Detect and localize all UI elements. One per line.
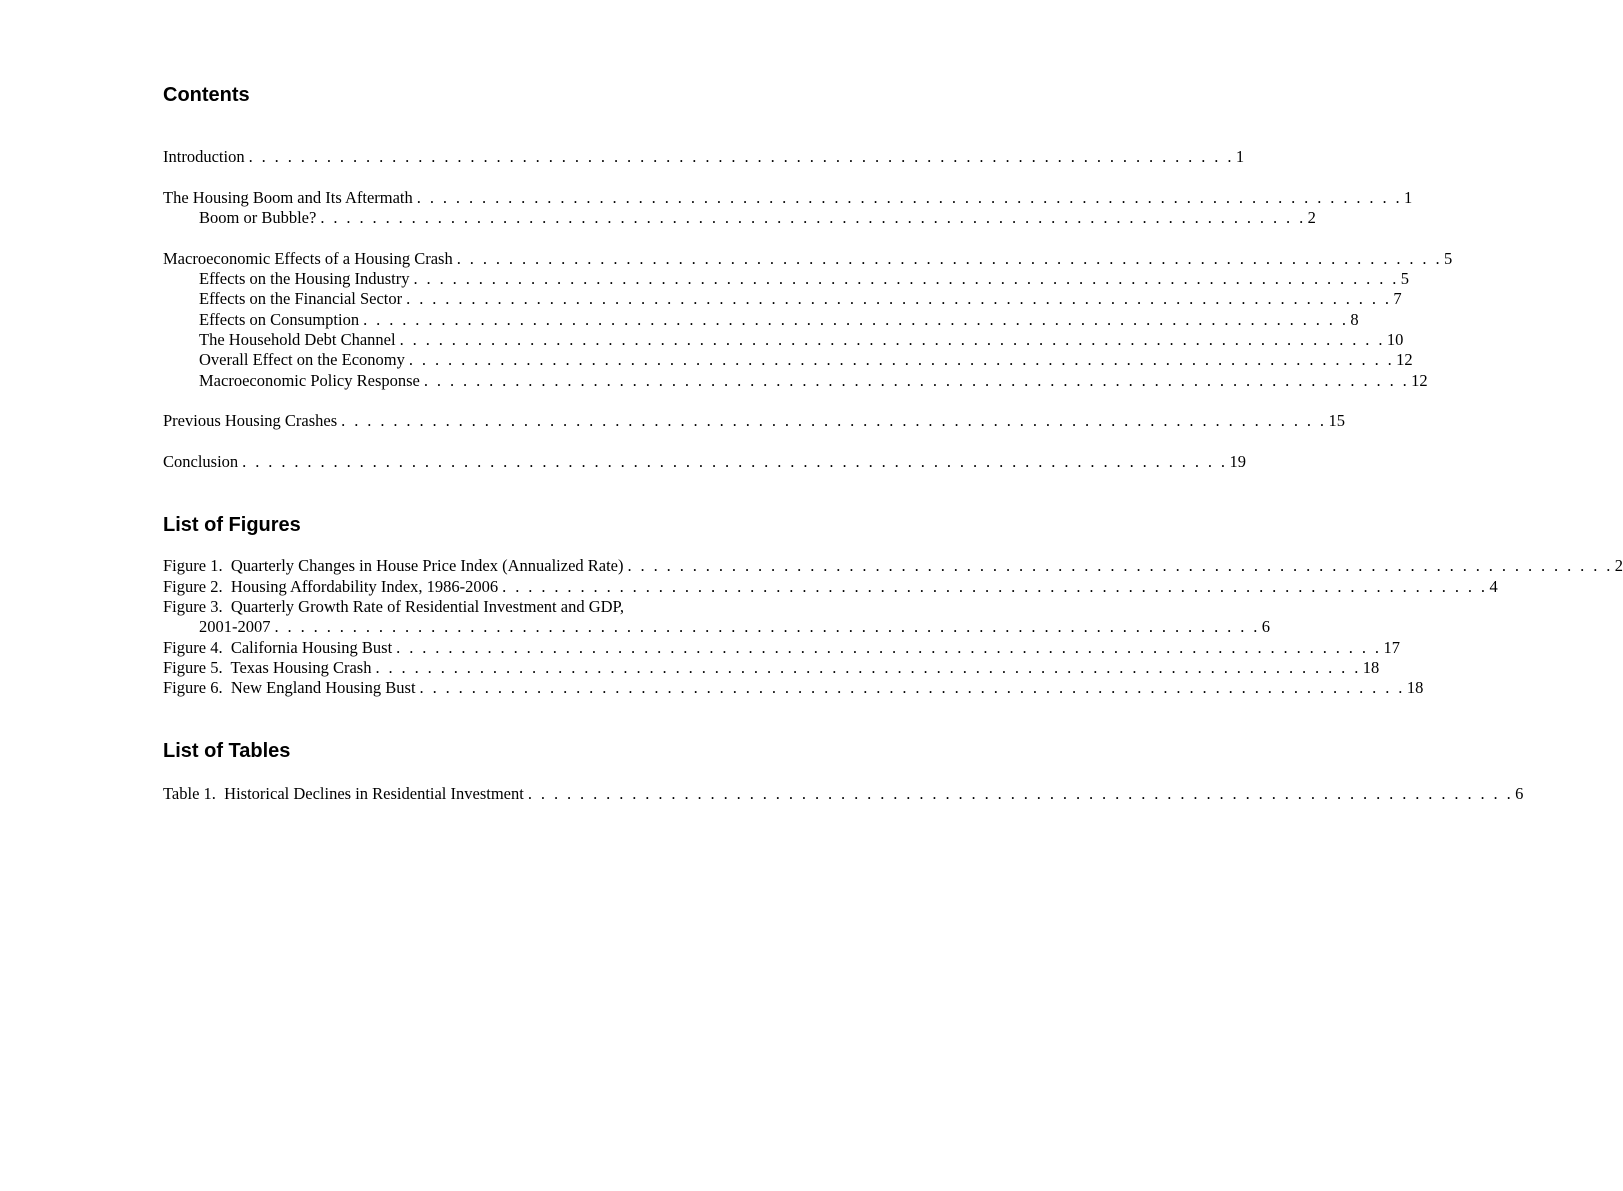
figure-entry-page: 18: [1406, 678, 1424, 697]
toc-entry-label: The Housing Boom and Its Aftermath: [163, 188, 417, 208]
figure-entry-page: 18: [1362, 658, 1380, 677]
figure-entry-label: Figure 1. Quarterly Changes in House Price Index (Annualized Rate): [163, 556, 628, 576]
leader-dots: . . . . . . . . . . . . . . . . . . . . . . . . . . . . . . . . . . . . . . . . . . . . . . . . . . . . . . . . . . . . . . . . . . . . . . . . . . . .: [408, 350, 1395, 369]
toc-entry-page: 12: [1396, 350, 1413, 369]
table-entry-label: Table 1. Historical Declines in Residential Investment: [163, 784, 528, 804]
toc-entry-label: Macroeconomic Policy Response: [163, 371, 424, 391]
toc-entry-page: 2: [1307, 208, 1316, 227]
toc-subentry[interactable]: [163, 371, 1428, 391]
figure-entry[interactable]: [163, 638, 1400, 658]
toc-subentry[interactable]: [163, 350, 1413, 370]
leader-dots: . . . . . . . . . . . . . . . . . . . . . . . . . . . . . . . . . . . . . . . . . . . . . . . . . . . . . . . . . . . . . . . . . . . . . . . . . . . .: [375, 658, 1361, 677]
toc-entry[interactable]: [163, 188, 1413, 208]
leader-dots: . . . . . . . . . . . . . . . . . . . . . . . . . . . . . . . . . . . . . . . . . . . . . . . . . . . . . . . . . . . . . . . . . . . . . . . . . . . .: [363, 310, 1349, 329]
toc-entry-page: 19: [1229, 452, 1246, 471]
leader-dots: . . . . . . . . . . . . . . . . . . . . . . . . . . . . . . . . . . . . . . . . . . . . . . . . . . . . . . . . . . . . . . . . . . . . . . . . . . . .: [248, 147, 1234, 166]
toc-entry-page: 15: [1328, 411, 1345, 430]
figure-entry-page: 4: [1489, 577, 1498, 596]
leader-dots: . . . . . . . . . . . . . . . . . . . . . . . . . . . . . . . . . . . . . . . . . . . . . . . . . . . . . . . . . . . . . . . . . . . . . . . . . . . .: [320, 208, 1306, 227]
toc-subentry[interactable]: [163, 330, 1404, 350]
toc-entry-page: 8: [1350, 310, 1359, 329]
leader-dots: . . . . . . . . . . . . . . . . . . . . . . . . . . . . . . . . . . . . . . . . . . . . . . . . . . . . . . . . . . . . . . . . . . . . . . . . . . . .: [396, 638, 1382, 657]
toc-entry[interactable]: [163, 411, 1345, 431]
toc-entry-label: Previous Housing Crashes: [163, 411, 341, 431]
figure-entry-label: Figure 2. Housing Affordability Index, 1986-2006: [163, 577, 502, 597]
toc-entry-page: 1: [1235, 147, 1245, 166]
toc-entry[interactable]: [163, 452, 1246, 472]
figure-entry-label: 2001-2007: [163, 617, 275, 637]
leader-dots: . . . . . . . . . . . . . . . . . . . . . . . . . . . . . . . . . . . . . . . . . . . . . . . . . . . . . . . . . . . . . . . . . . . . . . . . . . . .: [242, 452, 1228, 471]
leader-dots: . . . . . . . . . . . . . . . . . . . . . . . . . . . . . . . . . . . . . . . . . . . . . . . . . . . . . . . . . . . . . . . . . . . . . . . . . . . .: [406, 289, 1392, 308]
figure-entry[interactable]: [163, 556, 1623, 576]
figure-entry-page: 17: [1383, 638, 1400, 657]
figure-entry-page: 6: [1261, 617, 1271, 636]
toc-entry[interactable]: [163, 249, 1453, 269]
leader-dots: . . . . . . . . . . . . . . . . . . . . . . . . . . . . . . . . . . . . . . . . . . . . . . . . . . . . . . . . . . . . . . . . . . . . . . . . . . . .: [399, 330, 1385, 349]
leader-dots: . . . . . . . . . . . . . . . . . . . . . . . . . . . . . . . . . . . . . . . . . . . . . . . . . . . . . . . . . . . . . . . . . . . . . . . . . . . .: [456, 249, 1443, 268]
toc-entry-label: Macroeconomic Effects of a Housing Crash: [163, 249, 457, 269]
toc-entry-page: 12: [1411, 371, 1428, 390]
leader-dots: . . . . . . . . . . . . . . . . . . . . . . . . . . . . . . . . . . . . . . . . . . . . . . . . . . . . . . . . . . . . . . . . . . . . . . . . . . . .: [627, 556, 1613, 575]
tables-heading: List of Tables: [163, 740, 291, 762]
toc-subentry[interactable]: [163, 310, 1359, 330]
figure-entry-page: 2: [1614, 556, 1623, 575]
leader-dots: . . . . . . . . . . . . . . . . . . . . . . . . . . . . . . . . . . . . . . . . . . . . . . . . . . . . . . . . . . . . . . . . . . . . . . . . . . . .: [341, 411, 1327, 430]
leader-dots: . . . . . . . . . . . . . . . . . . . . . . . . . . . . . . . . . . . . . . . . . . . . . . . . . . . . . . . . . . . . . . . . . . . . . . . . . . . .: [419, 678, 1405, 697]
leader-dots: . . . . . . . . . . . . . . . . . . . . . . . . . . . . . . . . . . . . . . . . . . . . . . . . . . . . . . . . . . . . . . . . . . . . . . . . . . . .: [423, 371, 1410, 390]
toc-subentry[interactable]: [163, 208, 1316, 228]
figures-heading: List of Figures: [163, 514, 301, 536]
leader-dots: . . . . . . . . . . . . . . . . . . . . . . . . . . . . . . . . . . . . . . . . . . . . . . . . . . . . . . . . . . . . . . . . . . . . . . . . . . . .: [416, 188, 1403, 207]
figure-entry-continuation[interactable]: [163, 617, 1271, 637]
leader-dots: . . . . . . . . . . . . . . . . . . . . . . . . . . . . . . . . . . . . . . . . . . . . . . . . . . . . . . . . . . . . . . . . . . . . . . . . . . . .: [527, 784, 1514, 803]
toc-entry-label: Introduction: [163, 147, 249, 167]
toc-entry-page: 7: [1393, 289, 1402, 308]
contents-heading: Contents: [163, 84, 250, 106]
toc-entry-page: 5: [1444, 249, 1453, 268]
toc-entry-page: 5: [1400, 269, 1410, 288]
figure-entry[interactable]: [163, 658, 1380, 678]
table-entry[interactable]: [163, 784, 1524, 804]
toc-subentry[interactable]: [163, 269, 1410, 289]
leader-dots: . . . . . . . . . . . . . . . . . . . . . . . . . . . . . . . . . . . . . . . . . . . . . . . . . . . . . . . . . . . . . . . . . . . . . . . . . . . .: [274, 617, 1260, 636]
table-entry-page: 6: [1515, 784, 1524, 803]
toc-entry-label: Effects on Consumption: [163, 310, 363, 330]
toc-entry-label: Effects on the Housing Industry: [163, 269, 414, 289]
figure-entry-label: Figure 4. California Housing Bust: [163, 638, 396, 658]
figure-entry[interactable]: [163, 577, 1498, 597]
figure-entry-label: Figure 5. Texas Housing Crash: [163, 658, 375, 678]
figure-entry[interactable]: [163, 678, 1424, 698]
toc-entry-page: 1: [1404, 188, 1413, 207]
figure-entry-first-line[interactable]: Figure 3. Quarterly Growth Rate of Residential Investment and GDP,: [163, 597, 624, 616]
leader-dots: . . . . . . . . . . . . . . . . . . . . . . . . . . . . . . . . . . . . . . . . . . . . . . . . . . . . . . . . . . . . . . . . . . . . . . . . . . . .: [502, 577, 1488, 596]
leader-dots: . . . . . . . . . . . . . . . . . . . . . . . . . . . . . . . . . . . . . . . . . . . . . . . . . . . . . . . . . . . . . . . . . . . . . . . . . . . .: [413, 269, 1399, 288]
figure-entry-label: Figure 6. New England Housing Bust: [163, 678, 420, 698]
toc-entry-label: Effects on the Financial Sector: [163, 289, 406, 309]
toc-subentry[interactable]: [163, 289, 1402, 309]
toc-entry[interactable]: [163, 147, 1245, 167]
toc-entry-page: 10: [1386, 330, 1404, 349]
toc-entry-label: Conclusion: [163, 452, 242, 472]
toc-entry-label: Boom or Bubble?: [163, 208, 320, 228]
toc-entry-label: The Household Debt Channel: [163, 330, 400, 350]
toc-entry-label: Overall Effect on the Economy: [163, 350, 409, 370]
